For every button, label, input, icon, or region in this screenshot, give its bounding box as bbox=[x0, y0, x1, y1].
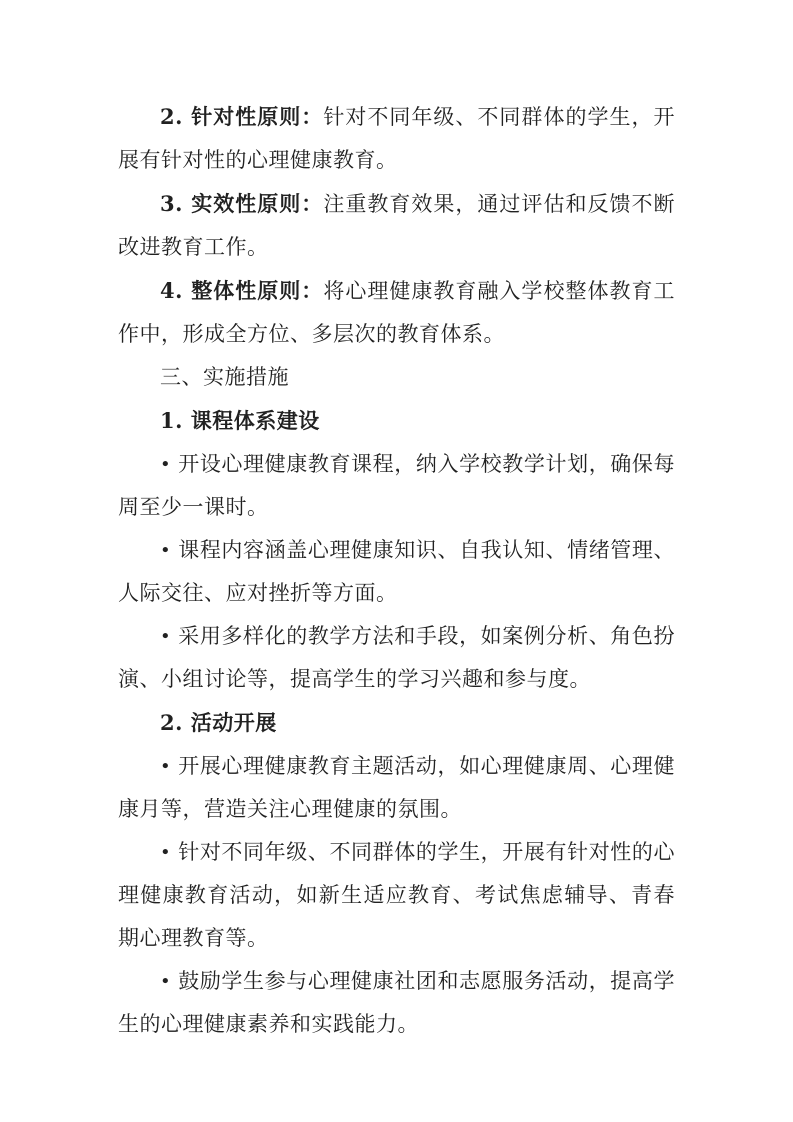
bullet-item-theme-activities bbox=[118, 745, 675, 831]
bullet-item-targeted-activities bbox=[118, 831, 675, 960]
bullet-item-teaching-methods bbox=[118, 615, 675, 701]
bullet-item-course-content bbox=[118, 529, 675, 615]
section-heading-implementation-text: 三、实施措施 bbox=[160, 365, 289, 389]
bullet-item-targeted-activities-text: 针对不同年级、不同群体的学生，开展有针对性的心理健康教育活动，如新生适应教育、考试焦虑辅导、青春期心理教育等。 bbox=[118, 840, 675, 950]
bullet-marker: • bbox=[160, 454, 172, 475]
principle-targeted-label: 2. 针对性原则： bbox=[160, 104, 324, 129]
document-content bbox=[118, 95, 675, 1046]
bullet-item-clubs-volunteering bbox=[118, 960, 675, 1046]
bullet-marker: • bbox=[160, 756, 172, 777]
principle-effectiveness-text: 注重教育效果，通过评估和反馈不断改进教育工作。 bbox=[118, 192, 676, 259]
principle-holistic-label: 4. 整体性原则： bbox=[160, 278, 324, 303]
subsection-heading-activities-text: 2. 活动开展 bbox=[160, 710, 277, 735]
bullet-item-teaching-methods-text: 采用多样化的教学方法和手段，如案例分析、角色扮演、小组讨论等，提高学生的学习兴趣和参与度。 bbox=[118, 624, 675, 691]
principle-targeted-text: 针对不同年级、不同群体的学生，开展有针对性的心理健康教育。 bbox=[118, 105, 676, 172]
paragraph-principle-targeted bbox=[118, 95, 675, 182]
bullet-item-course-offering-text: 开设心理健康教育课程，纳入学校教学计划，确保每周至少一课时。 bbox=[118, 452, 675, 519]
bullet-item-theme-activities-text: 开展心理健康教育主题活动，如心理健康周、心理健康月等，营造关注心理健康的氛围。 bbox=[118, 754, 675, 821]
subsection-heading-curriculum-text: 1. 课程体系建设 bbox=[160, 408, 320, 433]
principle-holistic-text: 将心理健康教育融入学校整体教育工作中，形成全方位、多层次的教育体系。 bbox=[118, 279, 676, 346]
subsection-heading-curriculum bbox=[118, 399, 675, 443]
bullet-marker: • bbox=[160, 540, 172, 561]
bullet-marker: • bbox=[160, 626, 172, 647]
bullet-marker: • bbox=[160, 842, 172, 863]
section-heading-implementation bbox=[118, 356, 675, 399]
bullet-item-clubs-volunteering-text: 鼓励学生参与心理健康社团和志愿服务活动，提高学生的心理健康素养和实践能力。 bbox=[118, 969, 675, 1036]
paragraph-principle-holistic bbox=[118, 269, 675, 356]
bullet-marker: • bbox=[160, 971, 172, 992]
principle-effectiveness-label: 3. 实效性原则： bbox=[160, 191, 324, 216]
bullet-item-course-offering bbox=[118, 443, 675, 529]
bullet-item-course-content-text: 课程内容涵盖心理健康知识、自我认知、情绪管理、人际交往、应对挫折等方面。 bbox=[118, 538, 675, 605]
paragraph-principle-effectiveness bbox=[118, 182, 675, 269]
subsection-heading-activities bbox=[118, 701, 675, 745]
